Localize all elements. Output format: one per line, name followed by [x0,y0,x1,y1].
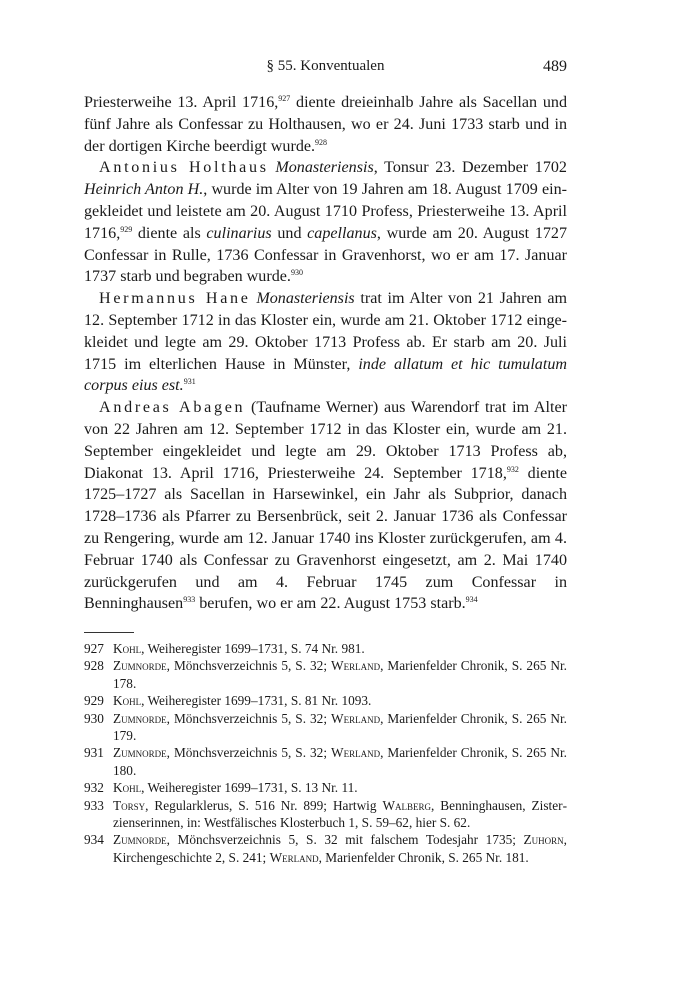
paragraph-1 [84,92,567,157]
footnote [84,744,567,779]
footnote-text: , Marienfelder Chronik, S. 265 Nr. 181. [318,849,529,865]
footnote-number: 932 [84,780,104,796]
footnote-text: , Marienfelder Chronik, S. 265 Nr. 180. [113,745,567,778]
footnote [84,657,567,692]
office: capellanus [307,224,377,242]
author: Kohl [113,641,142,656]
author: Zumnorde [113,832,167,848]
footnote [84,831,567,866]
author: Zuhorn [523,832,564,848]
paragraph-2 [84,157,567,288]
monk-name: Andreas Abagen [99,399,246,417]
author: Kohl [113,693,142,709]
author: Walberg [382,797,432,813]
author: Kohl [113,780,142,796]
footnote-text: , Weiheregister 1699–1731, S. 74 Nr. 981. [141,641,365,656]
running-title: § 55. Konventualen [266,58,385,74]
author: Werland [269,849,319,865]
alias: Heinrich Anton H. [84,181,204,199]
latin-quote: inde allatum et hic tumulatum corpus eius est. [84,355,567,395]
footnote-number: 930 [84,710,104,726]
author: Zumnorde [113,710,167,726]
footnote-text: , Regularklerus, S. 516 Nr. 899; Hartwig [145,797,383,813]
footnote [84,797,567,832]
page-header [84,58,567,80]
author: Werland [331,745,381,761]
text-segment: diente 1725–1727 als Sacellan in Harsewinkel, ein Jahr als Subprior, danach 1728–1736 als Pfarrer zu Bersenbrück, seit 2. Januar 1736 als Confessar zu Rengering, wurde am 12. Januar 1740 ins Kloster zurückgerufen, am 4. Februar 1740 als Confessar zu Gravenhorst eingesetzt, am 2. Mai 1740 zurückgerufen und am 4. Februar 1745 zum Confessar in Benninghausen [84,464,567,613]
author: Zumnorde [113,658,167,674]
origin: Monasteriensis [256,290,355,308]
footnote-number: 934 [84,832,104,848]
text-segment: und [271,224,308,242]
footnote-number: 928 [84,658,104,674]
monk-name: Hermannus Hane [99,290,251,308]
text-segment: trat im Alter von 21 Jahren am 12. September 1712 in das Kloster ein, wurde am 21. Oktober 1712 eingekleidet und legte am 29. Oktober 1713 Profess ab. Er starb am 20. Juli 1715 im elterlichen Hause in Münster, [84,290,567,373]
footnote-number: 929 [84,693,104,709]
footnote-number: 933 [84,797,104,813]
text-segment: , Tonsur 23. Dezember 1702 [373,159,567,177]
monk-name: Antonius Holthaus [99,159,269,177]
footnote-ref: 930 [290,268,303,278]
footnote [84,640,567,657]
paragraph-4 [84,397,567,615]
text-segment: (Taufname Werner) aus Warendorf trat im Alter von 22 Jahren am 12. September 1712 in das Kloster ein, wurde am 21. September eingekleidet und legte am 29. Oktober 1713 Profess ab, Diakonat 13. April 1716, Priesterweihe 24. September 1718, [84,399,568,482]
text-segment: berufen, wo er am 22. August 1753 starb. [195,595,466,613]
office: culinarius [206,224,272,242]
page-number: 489 [543,58,567,75]
footnote-ref: 929 [120,224,133,234]
footnote-text: , Marienfelder Chronik, S. 265 Nr. 179. [113,710,567,744]
author: Torsy [113,797,146,813]
footnote-ref: 934 [465,595,478,605]
footnote-text: , Kirchengeschichte 2, S. 241; [113,832,567,865]
footnote-text: , Mönchsverzeichnis 5, S. 32; [166,658,332,674]
text-segment: , wurde im Alter von 19 Jahren am 18. August 1709 eingekleidet und leistete am 20. August 1710 Profess, Priesterweihe 13. April 1716, [84,181,567,242]
footnote-text: , Benninghausen, Zisterzienserinnen, in: Westfälisches Klosterbuch 1, S. 59–62, hier S. 62. [113,797,567,831]
author: Werland [331,658,381,674]
book-page [84,58,567,958]
footnote-text: , Weiheregister 1699–1731, S. 13 Nr. 11. [141,780,358,796]
text-segment: , wurde am 20. August 1727 Confessar in Rulle, 1736 Confessar in Gravenhorst, wo er am 17. Januar 1737 starb und begraben wurde. [84,224,568,286]
paragraph-3 [84,288,567,397]
footnote-number: 927 [84,641,104,656]
footnote-ref: 928 [315,137,328,147]
footnote [84,710,567,745]
footnote-ref: 932 [506,464,519,474]
author: Werland [331,710,381,726]
footnotes [84,640,567,866]
footnote-ref: 933 [183,595,196,605]
footnote-text: , Mönchsverzeichnis 5, S. 32; [166,710,332,726]
footnote-ref: 927 [278,94,291,103]
footnote-text: , Marienfelder Chronik, S. 265 Nr. 178. [113,658,567,691]
footnote-ref: 931 [183,377,196,387]
footnote-text: , Mönchsverzeichnis 5, S. 32; [166,745,332,761]
main-text [84,92,567,615]
text-segment: diente dreieinhalb Jahre als Sacellan und fünf Jahre als Confessar zu Holthausen, wo er 24. Juni 1733 starb und in der dortigen Kirche beerdigt wurde. [84,94,567,155]
footnote [84,692,567,709]
footnote-text: , Mönchsverzeichnis 5, S. 32 mit falschem Todesjahr 1735; [166,832,524,848]
author: Zumnorde [113,745,167,761]
text-segment: diente als [132,224,207,242]
footnote-text: , Weiheregister 1699–1731, S. 81 Nr. 1093. [141,693,372,709]
footnote-separator [84,632,134,633]
footnote-number: 931 [84,745,104,761]
origin: Monasteriensis [275,159,374,177]
footnote [84,779,567,796]
text-segment: Priesterweihe 13. April 1716, [84,94,279,111]
